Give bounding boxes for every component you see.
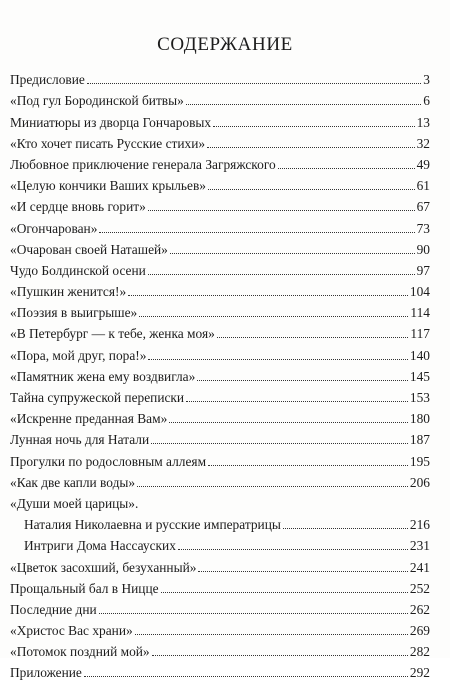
dot-leader (170, 253, 415, 254)
toc-entry (10, 596, 430, 617)
toc-entry (10, 236, 430, 257)
toc-entry-title: «Пора, мой друг, пора!» (10, 347, 147, 363)
dot-leader (152, 655, 408, 656)
toc-entry (10, 575, 430, 596)
toc-entry-title: «Души моей царицы». (10, 495, 139, 511)
toc-entry-page: 262 (409, 601, 430, 617)
toc-entry (10, 278, 430, 299)
dot-leader (137, 486, 408, 487)
toc-entry-title: «Искренне преданная Вам» (10, 411, 168, 427)
dot-leader (178, 549, 408, 550)
toc-entry (10, 405, 430, 426)
toc-entry-page: 140 (409, 347, 430, 363)
toc-entry-page: 49 (416, 156, 430, 172)
toc-entry-title: «Очарован своей Наташей» (10, 241, 168, 257)
toc-entry (10, 469, 430, 490)
dot-leader (283, 528, 408, 529)
toc-entry-title: «Пушкин женится!» (10, 284, 127, 300)
toc-entry-title: «Под гул Бородинской битвы» (10, 93, 184, 109)
toc-entry-title: «И сердце вновь горит» (10, 199, 146, 215)
dot-leader (161, 592, 408, 593)
toc-entry-page: 180 (409, 411, 430, 427)
toc-entry-page: 145 (409, 368, 430, 384)
dot-leader (139, 316, 408, 317)
toc-entry-page: 90 (416, 241, 430, 257)
dot-leader (207, 147, 415, 148)
dot-leader (169, 422, 408, 423)
toc-entry-page: 282 (409, 644, 430, 660)
toc-entry-page: 6 (423, 93, 430, 109)
toc-entry (10, 66, 430, 87)
toc-entry-page: 32 (416, 135, 430, 151)
toc-entry-page: 97 (416, 262, 430, 278)
dot-leader (148, 210, 415, 211)
dot-leader (151, 443, 408, 444)
toc-entry (10, 193, 430, 214)
toc-entry-multiline-end (10, 511, 430, 532)
toc-entry (10, 447, 430, 468)
toc-entry (10, 320, 430, 341)
toc-entry (10, 341, 430, 362)
toc-entry (10, 299, 430, 320)
toc-entry-title: Наталия Николаевна и русские императрицы (24, 517, 281, 533)
toc-entry-page: 231 (409, 538, 430, 554)
dot-leader (148, 359, 407, 360)
toc-entry-page: 252 (409, 580, 430, 596)
toc-entry-title: «Кто хочет писать Русские стихи» (10, 135, 206, 151)
toc-entry-title: Последние дни (10, 601, 97, 617)
toc-entry-page: 114 (410, 305, 430, 321)
dot-leader (208, 189, 415, 190)
toc-entry-page: 269 (409, 623, 430, 639)
toc-entry-title: Предисловие (10, 72, 85, 88)
toc-entry (10, 553, 430, 574)
toc-entry (10, 659, 430, 680)
toc-entry (10, 532, 430, 553)
toc-entry-page: 216 (409, 517, 430, 533)
dot-leader (278, 168, 415, 169)
toc-entry-title: Интриги Дома Нассауских (24, 538, 176, 554)
dot-leader (99, 232, 414, 233)
toc-entry-title: Чудо Болдинской осени (10, 262, 146, 278)
toc-entry-page: 153 (409, 390, 430, 405)
dot-leader (99, 613, 408, 614)
page-title: СОДЕРЖАНИЕ (157, 34, 293, 55)
toc-entry-title: «Огончарован» (10, 220, 98, 236)
dot-leader (208, 465, 408, 466)
toc-entry (10, 108, 430, 129)
toc-entry-title: Прогулки по родословным аллеям (10, 453, 207, 469)
toc-entry (10, 172, 430, 193)
toc-entry-title: Миниатюры из дворца Гончаровых (10, 114, 212, 130)
table-of-contents (10, 66, 430, 680)
dot-leader (217, 337, 409, 338)
dot-leader (186, 104, 421, 105)
dot-leader (148, 274, 415, 275)
toc-entry-title: «Как две капли воды» (10, 474, 136, 490)
dot-leader (135, 634, 408, 635)
toc-entry-title: «Потомок поздний мой» (10, 644, 150, 660)
dot-leader (87, 83, 421, 84)
toc-entry-title: Тайна супружеской переписки (10, 390, 185, 405)
toc-entry-page: 3 (423, 72, 430, 88)
toc-entry (10, 363, 430, 384)
dot-leader (197, 380, 408, 381)
toc-entry-page: 195 (409, 453, 430, 469)
toc-entry-page: 206 (409, 474, 430, 490)
toc-entry (10, 384, 430, 405)
toc-entry (10, 151, 430, 172)
toc-entry-page: 67 (416, 199, 430, 215)
toc-entry-title: Любовное приключение генерала Загряжского (10, 156, 276, 172)
toc-entry-page: 241 (409, 559, 430, 575)
toc-entry-page: 187 (409, 432, 430, 448)
toc-entry-page: 61 (416, 178, 430, 194)
toc-entry-title: «Целую кончики Ваших крыльев» (10, 178, 206, 194)
dot-leader (198, 571, 407, 572)
dot-leader (84, 676, 408, 677)
toc-entry-title: «Цветок засохший, безуханный» (10, 559, 197, 575)
toc-entry (10, 426, 430, 447)
dot-leader (186, 401, 408, 402)
toc-entry-title: Приложение (10, 665, 82, 680)
toc-entry (10, 638, 430, 659)
toc-entry-title: Лунная ночь для Натали (10, 432, 150, 448)
toc-entry (10, 130, 430, 151)
toc-entry-title: «В Петербург — к тебе, женка моя» (10, 326, 215, 342)
dot-leader (213, 126, 415, 127)
toc-entry (10, 617, 430, 638)
toc-entry-title: «Памятник жена ему воздвигла» (10, 368, 196, 384)
toc-entry-page: 13 (416, 114, 430, 130)
toc-entry (10, 87, 430, 108)
dot-leader (128, 295, 408, 296)
toc-entry-page: 117 (410, 326, 430, 342)
toc-entry-multiline-start (10, 490, 430, 511)
toc-entry (10, 214, 430, 235)
toc-entry-title: Прощальный бал в Ницце (10, 580, 159, 596)
toc-entry-page: 73 (416, 220, 430, 236)
toc-entry (10, 257, 430, 278)
toc-entry-page: 292 (409, 665, 430, 680)
toc-entry-title: «Христос Вас храни» (10, 623, 133, 639)
toc-entry-page: 104 (409, 284, 430, 300)
toc-entry-title: «Поэзия в выигрыше» (10, 305, 138, 321)
